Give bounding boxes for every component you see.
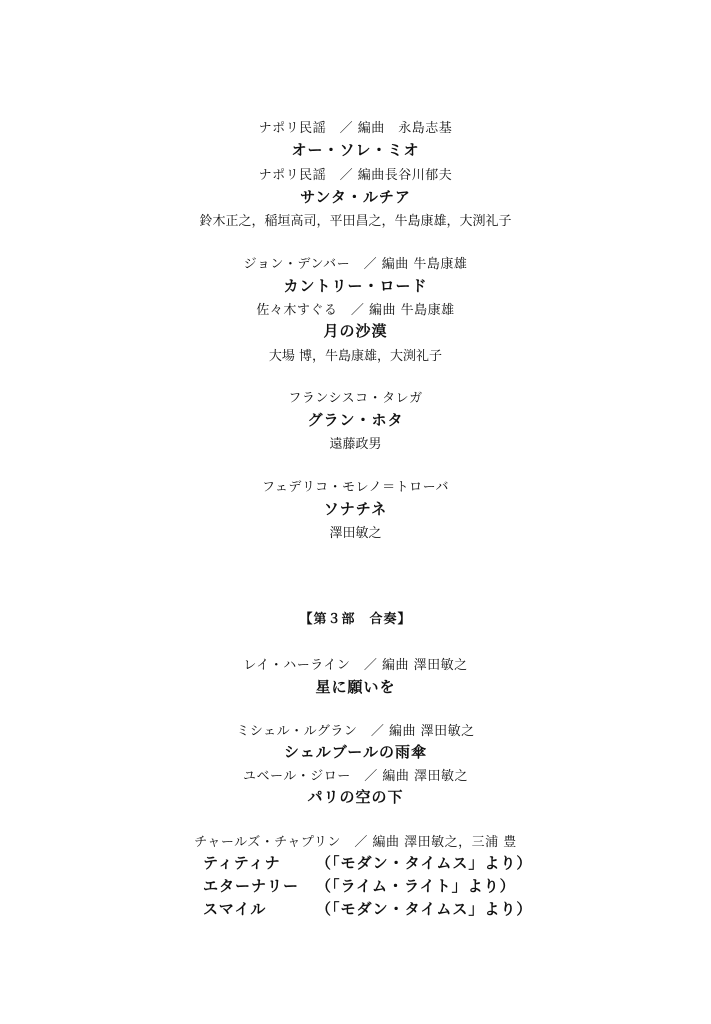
chaplin-piece-title: エターナリー (203, 877, 300, 895)
credit-sonatina: フェデリコ・モレノ＝トローバ (262, 480, 449, 495)
credit-o-sole-mio: ナポリ民謡 ／ 編曲 永島志基 (258, 121, 453, 136)
credit-chaplin: チャールズ・チャプリン ／ 編曲 澤田敏之，三浦 豊 (194, 835, 517, 850)
title-tsuki-no-sabaku: 月の沙漠 (323, 322, 388, 340)
credit-tsuki-no-sabaku: 佐々木すぐる ／ 編曲 牛島康雄 (256, 303, 455, 318)
chaplin-piece-source: （「モダン・タイムス」より） (316, 900, 533, 918)
chaplin-piece-source: （「モダン・タイムス」より） (316, 854, 533, 872)
credit-sous-le-ciel-de-paris: ユベール・ジロー ／ 編曲 澤田敏之 (242, 769, 468, 784)
title-country-road: カントリー・ロード (283, 277, 428, 295)
title-wish-upon-a-star: 星に願いを (315, 678, 396, 696)
credit-santa-lucia: ナポリ民謡 ／ 編曲長谷川郁夫 (258, 168, 453, 183)
performer-sonatina: 澤田敏之 (329, 526, 382, 541)
credit-wish-upon-a-star: レイ・ハーライン ／ 編曲 澤田敏之 (243, 658, 468, 673)
chaplin-piece-source: （「ライム・ライト」より） (316, 877, 516, 895)
credit-country-road: ジョン・デンバー ／ 編曲 牛島康雄 (243, 257, 468, 272)
title-o-sole-mio: オー・ソレ・ミオ (291, 141, 420, 159)
title-sous-le-ciel-de-paris: パリの空の下 (307, 788, 404, 806)
performers-group-2: 大場 博，牛島康雄，大渕礼子 (268, 349, 443, 364)
title-sonatina: ソナチネ (323, 500, 388, 518)
chaplin-piece-title: スマイル (203, 900, 267, 918)
credit-gran-jota: フランシスコ・タレガ (288, 391, 423, 406)
chaplin-piece-title: ティティナ (203, 854, 281, 872)
title-santa-lucia: サンタ・ルチア (300, 188, 411, 206)
title-gran-jota: グラン・ホタ (307, 411, 404, 429)
title-cherbourg: シェルブールの雨傘 (284, 743, 427, 761)
credit-cherbourg: ミシェル・ルグラン ／ 編曲 澤田敏之 (236, 724, 475, 739)
performers-group-1: 鈴木正之，稲垣高司，平田昌之，牛島康雄，大渕礼子 (199, 214, 512, 229)
performer-gran-jota: 遠藤政男 (329, 437, 382, 452)
section-heading-part3: 【第３部 合奏】 (299, 612, 412, 627)
